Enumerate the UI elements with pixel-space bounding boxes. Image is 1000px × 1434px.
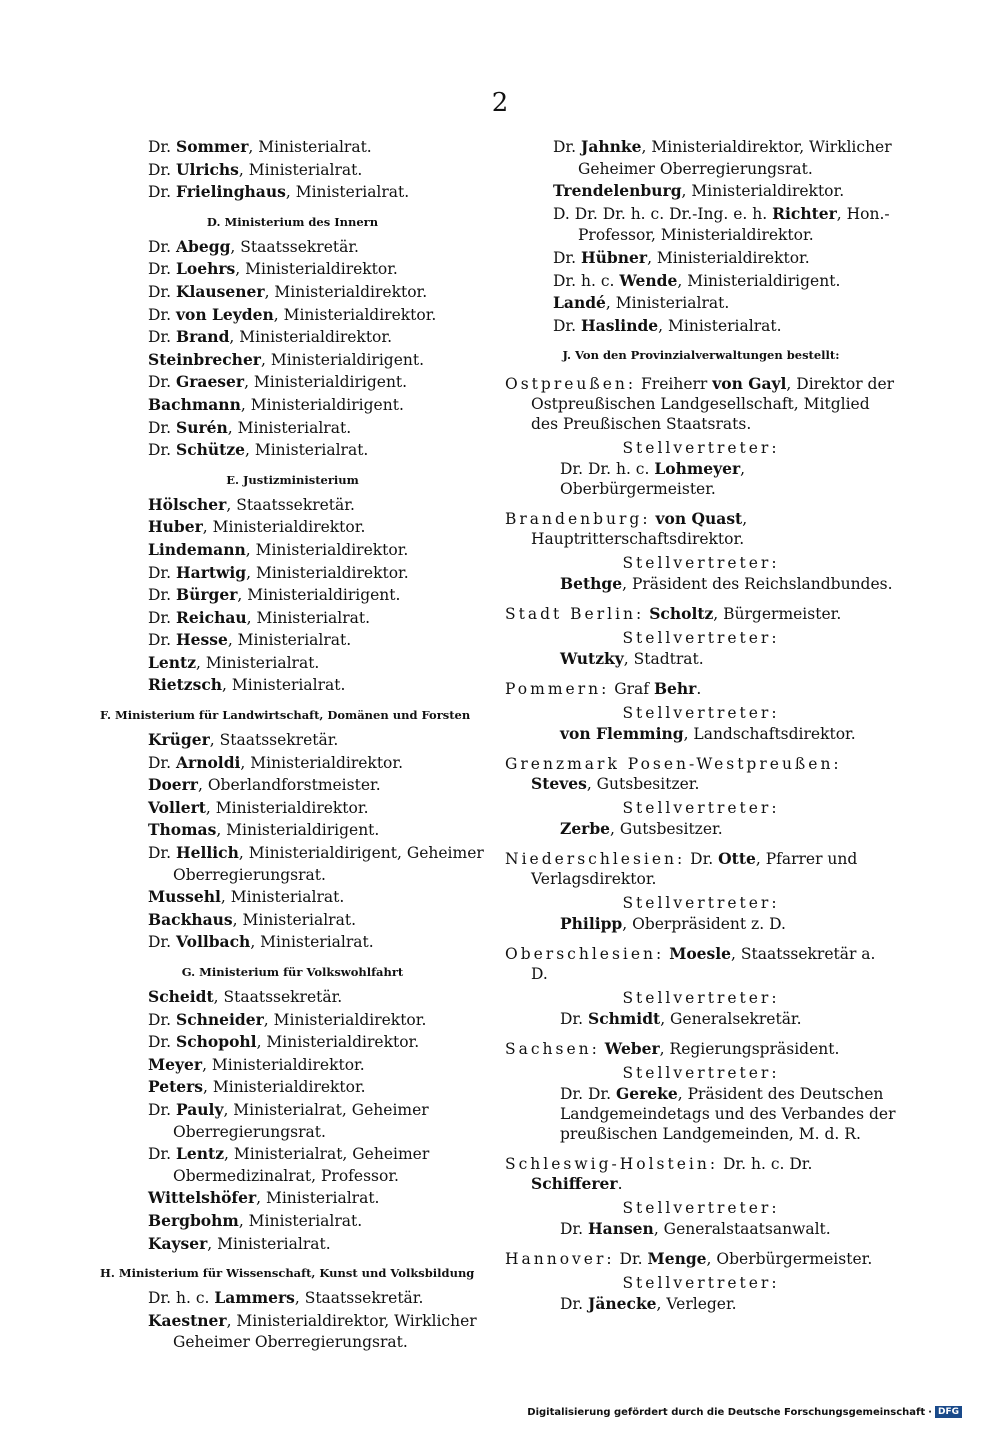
section-heading: D. Ministerium des Innern xyxy=(206,214,379,229)
position-text: , Ministerialrat, Geheimer Oberregierungsrat. xyxy=(173,1100,429,1141)
person-name: Jahnke xyxy=(581,137,642,156)
title-prefix: Dr. xyxy=(553,138,581,156)
position-text: , Ministerialrat. xyxy=(256,1189,380,1208)
person-name: Kaestner xyxy=(148,1310,227,1330)
province-name: Brandenburg: xyxy=(505,510,651,529)
title-prefix: Dr. xyxy=(685,850,719,869)
person-name: Lentz xyxy=(148,652,196,672)
person-name: Doerr xyxy=(148,775,198,795)
person-name: Mussehl xyxy=(148,887,221,907)
list-item xyxy=(100,1287,485,1310)
deputy-label: Stellvertreter: xyxy=(622,629,780,648)
position-text: , Präsident des Reichslandbundes. xyxy=(622,575,893,594)
province-entry xyxy=(505,754,897,794)
deputy-entry xyxy=(505,459,897,499)
title-prefix: Dr. xyxy=(148,1145,176,1164)
title-prefix: Dr. xyxy=(553,248,581,267)
position-text: , Ministerialdirektor, Wirklicher Geheimer Oberregierungsrat. xyxy=(578,138,892,178)
province-entry xyxy=(505,1154,897,1194)
title-prefix: Dr. xyxy=(148,608,176,627)
position-text: , Staatssekretär. xyxy=(230,237,359,256)
position-text: , Staatssekretär. xyxy=(294,1289,424,1308)
title-prefix: Dr. xyxy=(148,282,176,301)
list-item xyxy=(100,819,485,842)
person-name: von Flemming xyxy=(560,724,684,744)
position-text: , Ministerialrat, Geheimer Obermedizinalrat, Professor. xyxy=(173,1145,430,1185)
province-name: Stadt Berlin: xyxy=(505,605,645,624)
position-text: , Ministerialdirektor. xyxy=(256,1033,420,1052)
province-name: Schleswig-Holstein: xyxy=(505,1155,719,1174)
position-text: , Ministerialrat. xyxy=(196,653,320,672)
position-text: , Landschaftsdirektor. xyxy=(683,725,856,744)
position-text: , Ministerialdirektor. xyxy=(246,563,409,582)
person-name: Schopohl xyxy=(176,1032,257,1052)
person-name: Hübner xyxy=(581,247,648,267)
list-item xyxy=(505,203,897,247)
person-name: Hartwig xyxy=(176,562,247,582)
title-prefix: Dr. xyxy=(148,563,176,582)
person-name: Rietzsch xyxy=(148,675,223,695)
footer-separator: · xyxy=(928,1406,932,1418)
position-text: , Hon.-Professor, Ministerialdirektor. xyxy=(578,204,890,245)
position-text: , Gutsbesitzer. xyxy=(586,775,700,794)
deputy-label: Stellvertreter: xyxy=(622,1064,780,1083)
deputy-entry xyxy=(505,1219,897,1239)
position-text: , Verleger. xyxy=(656,1295,737,1314)
person-name: Jänecke xyxy=(588,1294,657,1314)
list-item xyxy=(100,774,485,797)
title-prefix: Dr. xyxy=(148,1033,176,1052)
position-text: , Ministerialdirigent. xyxy=(677,271,841,290)
list-item xyxy=(100,729,485,752)
province-entry xyxy=(505,849,897,889)
position-text: , Oberlandforstmeister. xyxy=(197,776,381,795)
title-prefix: Dr. xyxy=(614,1250,648,1269)
list-item xyxy=(100,136,485,159)
position-text: , Staatssekretär. xyxy=(209,731,339,750)
title-prefix: Dr. xyxy=(553,316,581,335)
section-heading: F. Ministerium für Landwirtschaft, Domänen und Forsten xyxy=(100,708,471,723)
position-text: , Direktor der Ostpreußischen Landgesellschaft, Mitglied des Preußischen Staatsrats. xyxy=(531,375,895,434)
title-prefix: Dr. Dr. h. c. xyxy=(560,460,655,479)
position-text: , Ministerialdirektor. xyxy=(263,1010,427,1029)
deputy-label: Stellvertreter: xyxy=(622,1199,780,1218)
list-item xyxy=(100,516,485,539)
position-text: , Ministerialdirektor. xyxy=(647,248,810,267)
province-name: Grenzmark Posen-Westpreußen: xyxy=(505,755,842,774)
list-item xyxy=(100,1054,485,1077)
person-name: Reichau xyxy=(176,607,247,627)
section-heading: H. Ministerium für Wissenschaft, Kunst und Volksbildung xyxy=(100,1266,475,1281)
position-text: , Oberpräsident z. D. xyxy=(622,915,786,934)
list-item xyxy=(505,136,897,180)
title-prefix: Dr. xyxy=(148,138,176,156)
province-name: Niederschlesien: xyxy=(505,850,686,869)
deputy-entry xyxy=(505,574,897,594)
province-entry xyxy=(505,374,897,434)
list-item xyxy=(100,752,485,775)
title-prefix: Dr. Dr. xyxy=(560,1085,616,1104)
province-name: Oberschlesien: xyxy=(505,945,665,964)
list-item xyxy=(100,674,485,697)
person-name: Zerbe xyxy=(560,819,611,839)
position-text: , Ministerialdirektor. xyxy=(202,1055,365,1074)
position-text: , Ministerialrat. xyxy=(605,294,730,313)
person-name: Backhaus xyxy=(148,909,233,929)
person-name: Lentz xyxy=(176,1144,224,1164)
position-text: , Ministerialdirektor. xyxy=(681,182,845,201)
title-prefix: Dr. xyxy=(148,305,176,324)
person-name: Abegg xyxy=(176,236,231,256)
title-prefix: Dr. xyxy=(148,183,176,202)
list-item xyxy=(100,986,485,1009)
person-name: Wende xyxy=(619,270,678,290)
person-name: Richter xyxy=(772,203,837,223)
province-entry xyxy=(505,944,897,984)
person-name: Wittelshöfer xyxy=(148,1188,257,1208)
position-text: , Ministerialdirigent. xyxy=(244,373,408,392)
province-entry xyxy=(505,1249,897,1269)
title-prefix: Freiherr xyxy=(636,375,713,394)
title-prefix: Dr. xyxy=(148,418,176,437)
list-item xyxy=(100,1310,485,1354)
section-heading: G. Ministerium für Volkswohlfahrt xyxy=(181,965,404,979)
person-name: Thomas xyxy=(148,820,217,840)
position-text: , Präsident des Deutschen Landgemeindetags und des Verbandes der preußischen Landgemeinden, M. d. R. xyxy=(560,1085,896,1144)
person-name: Haslinde xyxy=(581,315,659,335)
position-text: , Ministerialdirektor. xyxy=(202,518,366,537)
person-name: Behr xyxy=(653,679,697,699)
position-text: , Ministerialdirektor. xyxy=(235,260,398,279)
person-name: Meyer xyxy=(148,1054,203,1074)
list-item xyxy=(100,1233,485,1256)
position-text: , Ministerialdirektor. xyxy=(264,282,428,301)
title-prefix: Dr. h. c. xyxy=(148,1289,215,1308)
left-column xyxy=(100,136,485,1354)
list-item xyxy=(100,584,485,607)
position-text: , Pfarrer und Verlagsdirektor. xyxy=(531,850,858,889)
title-prefix: Dr. xyxy=(148,441,176,460)
footer xyxy=(527,1406,962,1418)
position-text: . xyxy=(617,1175,623,1194)
person-name: Steves xyxy=(531,774,587,794)
position-text: , Ministerialdirektor. xyxy=(240,753,404,772)
deputy-entry xyxy=(505,914,897,934)
position-text: , Ministerialrat. xyxy=(207,1234,331,1253)
person-name: Surén xyxy=(176,417,228,437)
province-entry xyxy=(505,1039,897,1059)
title-prefix: Dr. xyxy=(560,1220,588,1239)
province-entry xyxy=(505,604,897,624)
position-text: , Ministerialdirigent. xyxy=(237,586,401,605)
position-text: , Stadtrat. xyxy=(623,650,704,669)
position-text: , Generalstaatsanwalt. xyxy=(653,1220,831,1239)
person-name: Lohmeyer xyxy=(654,459,741,479)
list-item xyxy=(100,1076,485,1099)
page-number: 2 xyxy=(491,88,509,118)
footer-text: Digitalisierung gefördert durch die Deutsche Forschungsgemeinschaft xyxy=(527,1406,926,1418)
title-prefix: Dr. h. c. xyxy=(553,271,620,290)
position-text: , Regierungspräsident. xyxy=(659,1040,840,1059)
position-text: , Gutsbesitzer. xyxy=(610,820,723,839)
title-prefix: Dr. xyxy=(148,844,176,863)
title-prefix: Dr. xyxy=(148,753,176,772)
person-name: von Gayl xyxy=(712,374,787,394)
person-name: Scheidt xyxy=(148,987,214,1006)
list-item xyxy=(100,652,485,675)
title-prefix: Dr. xyxy=(560,1010,588,1029)
person-name: Scholtz xyxy=(649,604,714,624)
title-prefix: Dr. xyxy=(148,1100,176,1119)
list-item xyxy=(505,315,897,338)
list-item xyxy=(505,247,897,270)
title-prefix: Dr. xyxy=(148,933,176,952)
person-name: Huber xyxy=(148,517,203,537)
title-prefix: Dr. h. c. Dr. xyxy=(718,1155,813,1174)
list-item xyxy=(100,1099,485,1143)
list-item xyxy=(100,1210,485,1233)
list-item xyxy=(505,292,897,315)
position-text: , Ministerialdirektor. xyxy=(245,540,409,559)
deputy-entry xyxy=(505,1294,897,1314)
province-name: Pommern: xyxy=(505,680,610,699)
list-item xyxy=(100,371,485,394)
title-prefix: Dr. xyxy=(148,586,176,605)
list-item xyxy=(100,1143,485,1187)
list-item xyxy=(100,886,485,909)
province-entry xyxy=(505,509,897,549)
list-item xyxy=(100,417,485,440)
position-text: , Ministerialrat. xyxy=(250,933,374,952)
list-item xyxy=(100,797,485,820)
person-name: Menge xyxy=(647,1249,707,1269)
position-text: , Ministerialrat. xyxy=(232,910,356,929)
person-name: Landé xyxy=(553,293,606,313)
list-item xyxy=(100,909,485,932)
deputy-entry xyxy=(505,1084,897,1144)
title-prefix: Dr. xyxy=(148,1010,176,1029)
list-item xyxy=(100,258,485,281)
list-item xyxy=(100,326,485,349)
position-text: , Ministerialrat. xyxy=(245,441,369,460)
person-name: Hellich xyxy=(176,843,239,863)
list-item xyxy=(505,270,897,293)
person-name: Otte xyxy=(718,849,756,869)
position-text: , Ministerialrat. xyxy=(246,608,371,627)
section-heading: E. Justizministerium xyxy=(226,472,359,487)
province-name: Sachsen: xyxy=(505,1040,600,1059)
position-text: , Ministerialrat. xyxy=(227,418,352,437)
list-item xyxy=(100,562,485,585)
deputy-label: Stellvertreter: xyxy=(622,799,780,818)
position-text: , Ministerialrat. xyxy=(238,1211,363,1230)
person-name: Philipp xyxy=(560,914,623,934)
position-text: , Ministerialrat. xyxy=(248,138,372,156)
person-name: Krüger xyxy=(148,730,210,750)
deputy-label: Stellvertreter: xyxy=(622,894,780,913)
position-text: , Ministerialdirektor. xyxy=(203,1078,366,1097)
list-item xyxy=(100,607,485,630)
list-item xyxy=(100,439,485,462)
person-name: von Quast xyxy=(655,509,743,529)
person-name: Schmidt xyxy=(588,1009,661,1029)
title-prefix: Dr. xyxy=(148,631,176,650)
position-text: , Oberbürgermeister. xyxy=(560,460,746,499)
person-name: Schneider xyxy=(176,1009,264,1029)
position-text: , Ministerialrat. xyxy=(238,160,363,179)
position-text: , Ministerialrat. xyxy=(285,183,410,202)
position-text: , Ministerialdirektor, Wirklicher Geheimer Oberregierungsrat. xyxy=(173,1311,477,1352)
deputy-entry xyxy=(505,1009,897,1029)
person-name: Gereke xyxy=(615,1084,678,1104)
list-item xyxy=(100,304,485,327)
person-name: Frielinghaus xyxy=(176,182,286,202)
person-name: Hesse xyxy=(176,630,228,650)
person-name: Weber xyxy=(604,1039,660,1059)
position-text: , Ministerialdirektor. xyxy=(229,328,393,347)
province-entry xyxy=(505,679,897,699)
title-prefix: D. Dr. Dr. h. c. Dr.-Ing. e. h. xyxy=(553,204,773,223)
right-column xyxy=(505,136,897,1314)
deputy-label: Stellvertreter: xyxy=(622,1274,780,1293)
person-name: von Leyden xyxy=(176,304,274,324)
list-item xyxy=(100,629,485,652)
list-item xyxy=(100,349,485,372)
position-text: , Ministerialdirigent. xyxy=(260,350,425,369)
person-name: Hansen xyxy=(588,1219,654,1239)
person-name: Bürger xyxy=(176,585,238,605)
position-text: , Staatssekretär. xyxy=(213,988,343,1006)
title-prefix: Dr. xyxy=(148,373,176,392)
person-name: Brand xyxy=(176,327,230,347)
person-name: Kayser xyxy=(148,1233,208,1253)
list-item xyxy=(100,539,485,562)
section-heading: J. Von den Provinzialverwaltungen bestellt: xyxy=(562,348,840,363)
person-name: Wutzky xyxy=(560,649,624,669)
person-name: Bachmann xyxy=(148,394,241,414)
list-item xyxy=(100,1187,485,1210)
person-name: Trendelenburg xyxy=(553,181,682,201)
title-prefix: Dr. xyxy=(560,1295,588,1314)
title-prefix: Graf xyxy=(609,680,654,699)
person-name: Vollert xyxy=(148,797,206,817)
list-item xyxy=(100,236,485,259)
position-text: , Ministerialdirigent. xyxy=(240,395,404,414)
position-text: , Ministerialdirigent. xyxy=(216,821,380,840)
position-text: , Ministerialdirigent, Geheimer Oberregierungsrat. xyxy=(173,844,484,884)
person-name: Ulrichs xyxy=(176,159,239,179)
person-name: Bethge xyxy=(560,574,623,594)
title-prefix: Dr. xyxy=(148,237,176,256)
position-text: , Bürgermeister. xyxy=(713,605,842,624)
deputy-label: Stellvertreter: xyxy=(622,554,780,573)
person-name: Schifferer xyxy=(531,1174,618,1194)
position-text: , Staatssekretär a. D. xyxy=(531,945,876,984)
person-name: Schütze xyxy=(176,440,245,460)
deputy-label: Stellvertreter: xyxy=(622,989,780,1008)
list-item xyxy=(100,494,485,517)
person-name: Vollbach xyxy=(176,932,251,952)
dfg-logo: DFG xyxy=(935,1406,962,1418)
list-item xyxy=(100,281,485,304)
position-text: , Ministerialrat. xyxy=(658,316,782,335)
position-text: . xyxy=(696,680,702,699)
list-item xyxy=(100,159,485,182)
list-item xyxy=(100,394,485,417)
person-name: Hölscher xyxy=(148,494,227,514)
deputy-entry xyxy=(505,724,897,744)
position-text: , Generalsekretär. xyxy=(660,1010,802,1029)
person-name: Peters xyxy=(148,1077,204,1097)
province-name: Hannover: xyxy=(505,1250,615,1269)
person-name: Bergbohm xyxy=(148,1210,239,1230)
list-item xyxy=(100,181,485,204)
position-text: , Ministerialdirektor. xyxy=(273,305,437,324)
list-item xyxy=(505,180,897,203)
person-name: Pauly xyxy=(176,1099,224,1119)
position-text: , Hauptritterschaftsdirektor. xyxy=(531,510,748,549)
person-name: Moesle xyxy=(669,944,732,964)
position-text: , Oberbürgermeister. xyxy=(706,1250,873,1269)
position-text: , Ministerialdirektor. xyxy=(205,798,369,817)
province-name: Ostpreußen: xyxy=(505,375,637,394)
position-text: , Ministerialrat. xyxy=(227,631,352,650)
deputy-entry xyxy=(505,819,897,839)
position-text: , Staatssekretär. xyxy=(226,495,355,514)
person-name: Lindemann xyxy=(148,539,246,559)
person-name: Klausener xyxy=(176,281,265,301)
title-prefix: Dr. xyxy=(148,160,176,179)
list-item xyxy=(100,1031,485,1054)
list-item xyxy=(100,931,485,954)
position-text: , Ministerialrat. xyxy=(222,676,346,695)
position-text: , Ministerialrat. xyxy=(220,888,345,907)
person-name: Graeser xyxy=(176,372,245,392)
person-name: Loehrs xyxy=(176,259,236,279)
person-name: Steinbrecher xyxy=(148,349,261,369)
person-name: Arnoldi xyxy=(176,752,241,772)
title-prefix: Dr. xyxy=(148,260,176,279)
person-name: Sommer xyxy=(176,137,249,156)
deputy-label: Stellvertreter: xyxy=(622,704,780,723)
deputy-entry xyxy=(505,649,897,669)
deputy-label: Stellvertreter: xyxy=(622,439,780,458)
list-item xyxy=(100,842,485,886)
person-name: Lammers xyxy=(214,1288,295,1308)
title-prefix: Dr. xyxy=(148,328,176,347)
list-item xyxy=(100,1009,485,1032)
